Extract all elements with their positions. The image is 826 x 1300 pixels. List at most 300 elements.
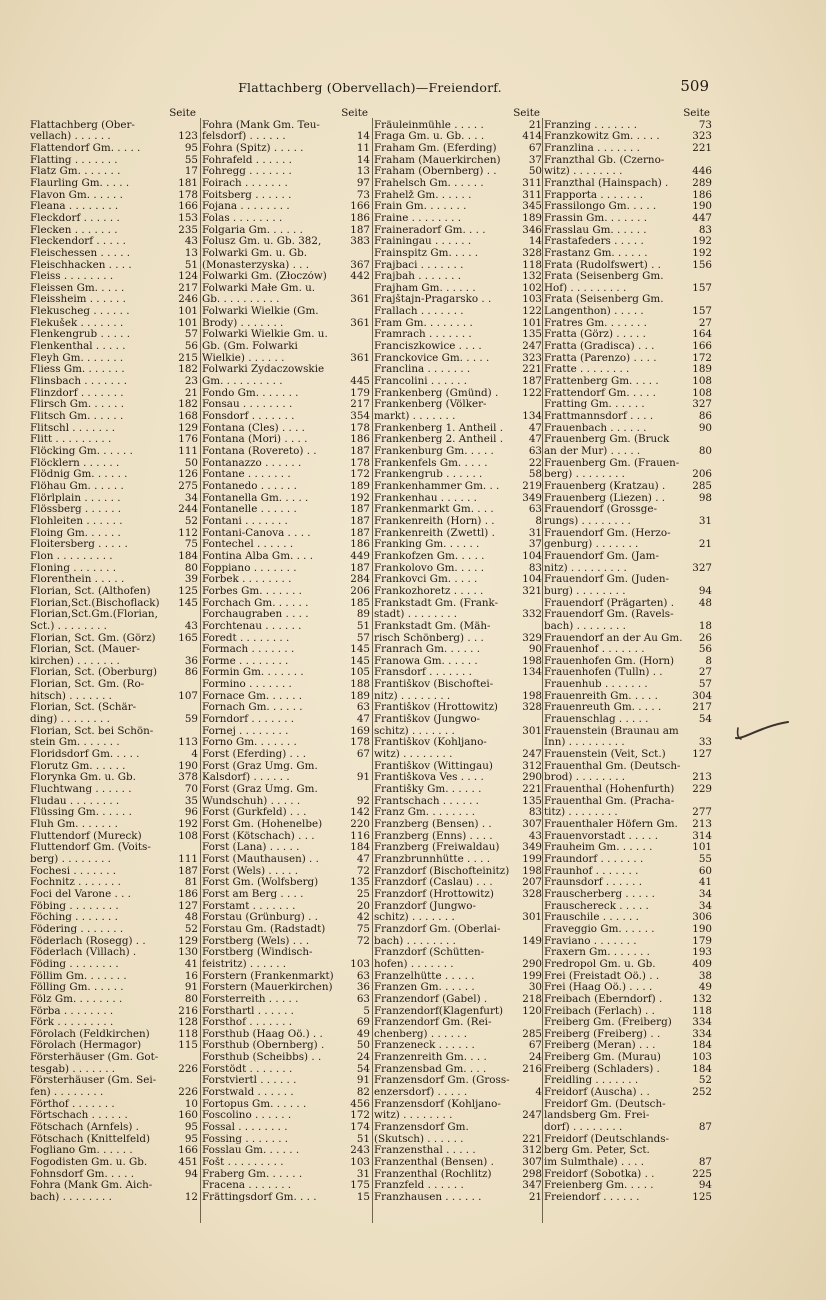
entry-page: 314 bbox=[692, 830, 712, 842]
entry-name: Fratres Gm. . . . . . . bbox=[544, 317, 647, 329]
index-entry bbox=[544, 481, 712, 493]
entry-page: 128 bbox=[178, 1017, 198, 1029]
entry-name: Freiberg (Freiberg) . . bbox=[544, 1028, 661, 1040]
entry-page: 94 bbox=[184, 1168, 198, 1180]
entry-page: 24 bbox=[528, 1052, 542, 1064]
running-head: Flattachberg (Obervellach)—Freiendorf. bbox=[238, 80, 502, 95]
index-entry bbox=[30, 784, 198, 796]
index-entry bbox=[202, 702, 370, 714]
index-entry bbox=[30, 866, 198, 878]
entry-name: Flöhau Gm. . . . . . bbox=[30, 480, 124, 492]
entry-name: Foppiano . . . . . . . bbox=[202, 562, 297, 574]
entry-name: Fontani . . . . . . . bbox=[202, 515, 288, 527]
entry-name: Frauendorf (Grossge- bbox=[544, 504, 657, 516]
entry-name: Frankenberg 2. Antheil . bbox=[374, 434, 504, 446]
entry-name: Florutz Gm. . . . . . bbox=[30, 760, 126, 772]
entry-page: 189 bbox=[522, 212, 542, 224]
column-divider bbox=[372, 118, 373, 1223]
entry-page: 103 bbox=[350, 1157, 370, 1169]
index-entry bbox=[374, 598, 542, 610]
index-entry bbox=[30, 586, 198, 598]
index-entry bbox=[544, 936, 712, 948]
entry-name: Františkov (Bischoftei- bbox=[374, 679, 494, 691]
entry-page: 23 bbox=[184, 376, 198, 388]
entry-page: 334 bbox=[692, 1028, 712, 1040]
index-entry bbox=[30, 1192, 198, 1204]
index-entry bbox=[202, 551, 370, 563]
index-entry bbox=[374, 1017, 542, 1029]
index-entry bbox=[202, 1157, 370, 1169]
index-entry bbox=[202, 982, 370, 994]
entry-page: 83 bbox=[528, 562, 542, 574]
entry-page: 38 bbox=[698, 970, 712, 982]
entry-page bbox=[194, 726, 198, 738]
index-entry bbox=[202, 306, 370, 318]
entry-name: Fossal . . . . . . . . bbox=[202, 1122, 288, 1134]
index-entry bbox=[374, 528, 542, 540]
entry-name: Gb. (Gm. Folwarki bbox=[202, 341, 298, 353]
entry-name: Fluchtwang . . . . . . bbox=[30, 784, 132, 796]
entry-page: 51 bbox=[184, 259, 198, 271]
entry-name: Forchtenau . . . . . . bbox=[202, 620, 302, 632]
entry-page bbox=[366, 283, 370, 295]
index-entry bbox=[544, 842, 712, 854]
index-entry bbox=[544, 1157, 712, 1169]
entry-name: Fraberg Gm. . . . . . bbox=[202, 1168, 303, 1180]
index-entry bbox=[544, 667, 712, 679]
entry-page: 290 bbox=[522, 958, 542, 970]
index-entry bbox=[374, 1157, 542, 1169]
index-entry bbox=[544, 1040, 712, 1052]
entry-page: 80 bbox=[698, 446, 712, 458]
entry-page bbox=[366, 120, 370, 132]
index-entry bbox=[374, 260, 542, 272]
index-entry bbox=[30, 481, 198, 493]
entry-page: 43 bbox=[184, 236, 198, 248]
entry-page: 8 bbox=[705, 655, 712, 667]
index-entry bbox=[30, 341, 198, 353]
entry-name: Folwarki Żydaczowskie bbox=[202, 364, 325, 376]
entry-page: 41 bbox=[698, 877, 712, 889]
entry-page: 307 bbox=[522, 819, 542, 831]
index-entry bbox=[202, 842, 370, 854]
index-entry bbox=[30, 1064, 198, 1076]
entry-name: Forstberg (Wels) . . . bbox=[202, 935, 310, 947]
index-entry bbox=[202, 924, 370, 936]
entry-page: 70 bbox=[184, 784, 198, 796]
entry-page: 181 bbox=[178, 177, 198, 189]
entry-name: Flaurling Gm. . . . . bbox=[30, 177, 130, 189]
entry-name: Frajbaci . . . . . . . bbox=[374, 259, 464, 271]
entry-page bbox=[708, 1145, 712, 1157]
entry-name: Fram Gm. . . . . . . . bbox=[374, 317, 473, 329]
entry-page: 10 bbox=[184, 1098, 198, 1110]
entry-name: Frassin Gm. . . . . . . bbox=[544, 212, 647, 224]
index-entry bbox=[30, 388, 198, 400]
entry-name: Franzensdorf (Kohljano- bbox=[374, 1098, 501, 1110]
index-entry bbox=[30, 609, 198, 621]
entry-name: Flekušek . . . . . . . bbox=[30, 317, 124, 329]
entry-name: Freidorf Gm. (Deutsch- bbox=[544, 1098, 666, 1110]
entry-name: Fratting Gm. . . . . . bbox=[544, 399, 645, 411]
index-entry bbox=[30, 353, 198, 365]
entry-name: Fleckdorf . . . . . . bbox=[30, 212, 120, 224]
index-entry bbox=[544, 586, 712, 598]
entry-page: 14 bbox=[528, 236, 542, 248]
index-entry bbox=[544, 329, 712, 341]
index-entry bbox=[30, 458, 198, 470]
entry-name: Fonsdorf . . . . . . . bbox=[202, 411, 295, 423]
index-entry bbox=[544, 761, 712, 773]
entry-page: 307 bbox=[522, 1157, 542, 1169]
entry-name: Fogodisten Gm. u. Gb. bbox=[30, 1157, 148, 1169]
entry-page: 190 bbox=[692, 923, 712, 935]
entry-name: Frauenhub . . . . . . . bbox=[544, 679, 648, 691]
index-entry bbox=[202, 679, 370, 691]
entry-page: 235 bbox=[178, 224, 198, 236]
index-entry bbox=[544, 854, 712, 866]
entry-page: 442 bbox=[350, 271, 370, 283]
index-entry bbox=[202, 866, 370, 878]
entry-page: 37 bbox=[528, 154, 542, 166]
index-entry bbox=[202, 598, 370, 610]
index-entry bbox=[374, 1169, 542, 1181]
entry-name: Flörlplain . . . . . . bbox=[30, 492, 121, 504]
entry-page: 60 bbox=[698, 865, 712, 877]
index-entry bbox=[202, 143, 370, 155]
index-entry bbox=[374, 213, 542, 225]
index-entry bbox=[30, 423, 198, 435]
index-entry bbox=[30, 574, 198, 586]
index-entry bbox=[202, 190, 370, 202]
entry-page: 219 bbox=[522, 480, 542, 492]
index-entry bbox=[544, 959, 712, 971]
entry-name: Florian, Sct. Gm. (Ro- bbox=[30, 679, 145, 691]
entry-page bbox=[708, 528, 712, 540]
entry-name: Frauendorf Gm. (Herzo- bbox=[544, 527, 671, 539]
entry-name: Frauenberg (Liezen) . . bbox=[544, 492, 666, 504]
index-entry bbox=[30, 1087, 198, 1099]
entry-name: enzersdorf) . . . . . bbox=[374, 1087, 468, 1099]
entry-page: 213 bbox=[692, 772, 712, 784]
entry-name: Inn) . . . . . . . . . bbox=[544, 737, 625, 749]
entry-page: 301 bbox=[522, 725, 542, 737]
entry-name: Franzlina . . . . . . . bbox=[544, 142, 640, 154]
index-entry bbox=[202, 901, 370, 913]
entry-name: Forst Gm. (Hohenelbe) bbox=[202, 819, 323, 831]
entry-name: bach) . . . . . . . . bbox=[374, 935, 456, 947]
entry-page: 51 bbox=[356, 620, 370, 632]
entry-name: Frankovci Gm. . . . . bbox=[374, 574, 478, 586]
entry-name: Franrach Gm. . . . . . bbox=[374, 644, 481, 656]
entry-name: Fluttendorf Gm. (Voits- bbox=[30, 842, 151, 854]
index-entry bbox=[544, 143, 712, 155]
entry-name: Františkova Ves . . . . bbox=[374, 772, 484, 784]
entry-page: 47 bbox=[528, 422, 542, 434]
entry-name: Fleiss . . . . . . . . bbox=[30, 271, 114, 283]
index-entry bbox=[374, 1052, 542, 1064]
entry-page: 169 bbox=[350, 725, 370, 737]
index-entry bbox=[544, 225, 712, 237]
index-entry bbox=[544, 1110, 712, 1122]
entry-name: Frauenthal Gm. (Deutsch- bbox=[544, 760, 681, 772]
entry-name: Frauendorf (Prägarten) . bbox=[544, 597, 675, 609]
index-entry bbox=[544, 772, 712, 784]
index-entry bbox=[374, 901, 542, 913]
entry-name: Fluttendorf (Mureck) bbox=[30, 830, 142, 842]
index-entry bbox=[202, 586, 370, 598]
entry-page: 63 bbox=[356, 993, 370, 1005]
entry-page: 456 bbox=[350, 1098, 370, 1110]
entry-page bbox=[708, 155, 712, 167]
index-entry bbox=[30, 667, 198, 679]
entry-name: Folwarki Gm. (Złoczów) bbox=[202, 271, 327, 283]
entry-page: 361 bbox=[350, 294, 370, 306]
entry-page: 86 bbox=[184, 667, 198, 679]
index-entry bbox=[374, 481, 542, 493]
entry-page: 56 bbox=[184, 341, 198, 353]
entry-name: Fohra (Spitz) . . . . . bbox=[202, 142, 304, 154]
index-entry bbox=[202, 912, 370, 924]
index-entry bbox=[374, 1122, 542, 1134]
entry-name: Franzberg (Bensen) . . bbox=[374, 819, 492, 831]
index-entry bbox=[374, 1064, 542, 1076]
entry-page: 206 bbox=[350, 585, 370, 597]
entry-page: 98 bbox=[698, 492, 712, 504]
entry-name: Frata (Seisenberg Gm. bbox=[544, 271, 664, 283]
entry-name: Frainingau . . . . . . bbox=[374, 236, 472, 248]
entry-name: Flirsch Gm. . . . . . bbox=[30, 399, 125, 411]
entry-page: 217 bbox=[350, 399, 370, 411]
index-entry bbox=[30, 329, 198, 341]
entry-page: 182 bbox=[178, 364, 198, 376]
entry-page: 328 bbox=[522, 247, 542, 259]
index-entry bbox=[374, 691, 542, 703]
entry-page: 178 bbox=[350, 737, 370, 749]
entry-page: 186 bbox=[350, 434, 370, 446]
index-entry bbox=[202, 248, 370, 260]
entry-name: Fohra (Mank Gm. Aich- bbox=[30, 1180, 153, 1192]
entry-page: 94 bbox=[698, 585, 712, 597]
entry-page: 102 bbox=[522, 282, 542, 294]
entry-name: Franzensdorf Gm. bbox=[374, 1122, 469, 1134]
entry-page: 321 bbox=[522, 585, 542, 597]
entry-name: Förthof . . . . . . . bbox=[30, 1098, 115, 1110]
entry-name: Františkov (Wittingau) bbox=[374, 760, 493, 772]
entry-page: 87 bbox=[698, 1157, 712, 1169]
entry-name: Flitschl . . . . . . . bbox=[30, 422, 116, 434]
entry-name: Forstamt . . . . . . . bbox=[202, 900, 296, 912]
entry-name: Frauscherberg . . . . . bbox=[544, 888, 655, 900]
entry-page: 349 bbox=[522, 842, 542, 854]
entry-name: Frankstadt Gm. (Mäh- bbox=[374, 620, 491, 632]
entry-page: 186 bbox=[350, 212, 370, 224]
index-entry bbox=[202, 1006, 370, 1018]
index-entry bbox=[544, 737, 712, 749]
entry-page bbox=[708, 726, 712, 738]
index-entry bbox=[30, 1017, 198, 1029]
entry-page: 226 bbox=[178, 1087, 198, 1099]
index-entry bbox=[202, 761, 370, 773]
entry-name: Fleyh Gm. . . . . . . bbox=[30, 352, 124, 364]
entry-name: Forchach Gm. . . . . . bbox=[202, 597, 309, 609]
index-entry bbox=[374, 912, 542, 924]
index-entry bbox=[30, 807, 198, 819]
entry-page: 192 bbox=[692, 247, 712, 259]
entry-page: 451 bbox=[178, 1157, 198, 1169]
entry-page: 247 bbox=[522, 341, 542, 353]
entry-name: Fraham Gm. (Eferding) bbox=[374, 142, 497, 154]
entry-name: Fontana (Rovereto) . . bbox=[202, 446, 317, 458]
entry-name: berg) . . . . . . . . bbox=[30, 853, 111, 865]
entry-page: 42 bbox=[356, 912, 370, 924]
entry-page: 185 bbox=[350, 597, 370, 609]
entry-page: 178 bbox=[178, 189, 198, 201]
entry-page: 104 bbox=[522, 574, 542, 586]
index-entry bbox=[374, 504, 542, 516]
index-entry bbox=[202, 353, 370, 365]
entry-page: 190 bbox=[692, 201, 712, 213]
entry-page: 221 bbox=[522, 784, 542, 796]
entry-page: 345 bbox=[522, 201, 542, 213]
entry-page: 80 bbox=[184, 993, 198, 1005]
entry-name: Franzdorf Gm. (Oberlai- bbox=[374, 923, 501, 935]
index-entry bbox=[202, 376, 370, 388]
index-entry bbox=[544, 702, 712, 714]
index-entry bbox=[374, 446, 542, 458]
entry-name: Franzen Gm. . . . . . bbox=[374, 982, 475, 994]
entry-name: Flattachberg (Ober- bbox=[30, 119, 135, 131]
entry-name: Fräuleinmühle . . . . . bbox=[374, 119, 484, 131]
column-1 bbox=[30, 108, 198, 1204]
entry-name: Frauenstein (Veit, Sct.) bbox=[544, 749, 666, 761]
entry-page: 145 bbox=[350, 655, 370, 667]
seite-heading: Seite bbox=[341, 107, 368, 119]
entry-page: 91 bbox=[356, 1075, 370, 1087]
entry-name: Frankolovo Gm. . . . . bbox=[374, 562, 485, 574]
entry-name: Frastafeders . . . . . bbox=[544, 236, 644, 248]
entry-name: Flon . . . . . . . . . bbox=[30, 550, 113, 562]
entry-name: Fraineradorf Gm. . . . bbox=[374, 224, 486, 236]
index-entry bbox=[374, 819, 542, 831]
entry-page: 127 bbox=[692, 749, 712, 761]
index-entry bbox=[374, 1134, 542, 1146]
entry-name: Brody) . . . . . . . bbox=[202, 317, 284, 329]
entry-page: 95 bbox=[184, 142, 198, 154]
entry-name: Flekuscheg . . . . . . bbox=[30, 306, 130, 318]
entry-page: 229 bbox=[692, 784, 712, 796]
entry-page: 103 bbox=[692, 1052, 712, 1064]
entry-page: 217 bbox=[178, 282, 198, 294]
entry-page: 25 bbox=[356, 888, 370, 900]
entry-name: Fraviano . . . . . . . bbox=[544, 935, 637, 947]
index-entry bbox=[374, 947, 542, 959]
index-entry bbox=[374, 306, 542, 318]
index-entry bbox=[544, 1169, 712, 1181]
entry-name: Fondo Gm. . . . . . . bbox=[202, 387, 299, 399]
entry-page: 67 bbox=[528, 142, 542, 154]
entry-name: Franzing . . . . . . . bbox=[544, 119, 638, 131]
entry-page: 304 bbox=[692, 690, 712, 702]
index-entry bbox=[202, 691, 370, 703]
index-entry bbox=[374, 1006, 542, 1018]
index-entry bbox=[374, 318, 542, 330]
entry-page: 157 bbox=[692, 306, 712, 318]
index-entry bbox=[202, 714, 370, 726]
entry-name: Františkov (Jungwo- bbox=[374, 714, 481, 726]
index-entry bbox=[30, 901, 198, 913]
entry-name: Föding . . . . . . . . bbox=[30, 958, 119, 970]
entry-name: Floning . . . . . . . bbox=[30, 562, 116, 574]
entry-name: Franckovice Gm. . . . . bbox=[374, 352, 490, 364]
entry-page: 54 bbox=[356, 1063, 370, 1075]
entry-page: 31 bbox=[356, 1168, 370, 1180]
index-entry bbox=[30, 854, 198, 866]
entry-name: Fleischhacken . . . . bbox=[30, 259, 132, 271]
index-entry bbox=[374, 761, 542, 773]
entry-page: 134 bbox=[522, 667, 542, 679]
entry-page: 153 bbox=[178, 212, 198, 224]
entry-name: Franzeneck . . . . . . bbox=[374, 1040, 475, 1052]
entry-page: 332 bbox=[522, 609, 542, 621]
entry-page: 290 bbox=[522, 772, 542, 784]
index-entry bbox=[30, 504, 198, 516]
entry-page: 134 bbox=[522, 411, 542, 423]
entry-name: Frattenberg Gm. . . . . bbox=[544, 376, 659, 388]
entry-page: 132 bbox=[522, 271, 542, 283]
entry-page: 198 bbox=[522, 865, 542, 877]
entry-name: Franclina . . . . . . . bbox=[374, 364, 471, 376]
index-entry bbox=[202, 819, 370, 831]
index-entry bbox=[544, 644, 712, 656]
index-entry bbox=[374, 143, 542, 155]
index-entry bbox=[30, 551, 198, 563]
entry-page: 101 bbox=[692, 842, 712, 854]
entry-name: Františky Gm. . . . . . bbox=[374, 784, 482, 796]
entry-page: 49 bbox=[356, 1028, 370, 1040]
entry-page: 55 bbox=[184, 154, 198, 166]
entry-name: tesgab) . . . . . . . bbox=[30, 1063, 116, 1075]
entry-name: Forst (Graz Umg. Gm. bbox=[202, 784, 318, 796]
index-entry bbox=[202, 539, 370, 551]
entry-page: 449 bbox=[350, 550, 370, 562]
entry-name: genburg) . . . . . . . bbox=[544, 539, 639, 551]
entry-name: Fracena . . . . . . . bbox=[202, 1180, 292, 1192]
index-entry bbox=[202, 178, 370, 190]
index-entry bbox=[30, 225, 198, 237]
entry-page: 244 bbox=[178, 504, 198, 516]
index-entry bbox=[202, 318, 370, 330]
index-entry bbox=[202, 201, 370, 213]
entry-page: 51 bbox=[356, 1133, 370, 1145]
entry-name: Freiberg Gm. (Freiberg) bbox=[544, 1017, 672, 1029]
seite-heading: Seite bbox=[683, 107, 710, 119]
index-entry bbox=[30, 178, 198, 190]
index-entry bbox=[30, 364, 198, 376]
index-entry bbox=[202, 411, 370, 423]
index-entry bbox=[544, 819, 712, 831]
index-entry bbox=[30, 1157, 198, 1169]
column-divider bbox=[200, 118, 201, 1223]
entry-page: 187 bbox=[350, 446, 370, 458]
entry-name: Flüssing Gm. . . . . . bbox=[30, 807, 132, 819]
entry-page: 215 bbox=[178, 352, 198, 364]
entry-name: Fornach Gm. . . . . . bbox=[202, 702, 303, 714]
entry-name: Flitsch Gm. . . . . . bbox=[30, 411, 124, 423]
index-entry bbox=[544, 178, 712, 190]
entry-name: Franzbrunnhütte . . . . bbox=[374, 853, 491, 865]
entry-page: 184 bbox=[692, 1063, 712, 1075]
